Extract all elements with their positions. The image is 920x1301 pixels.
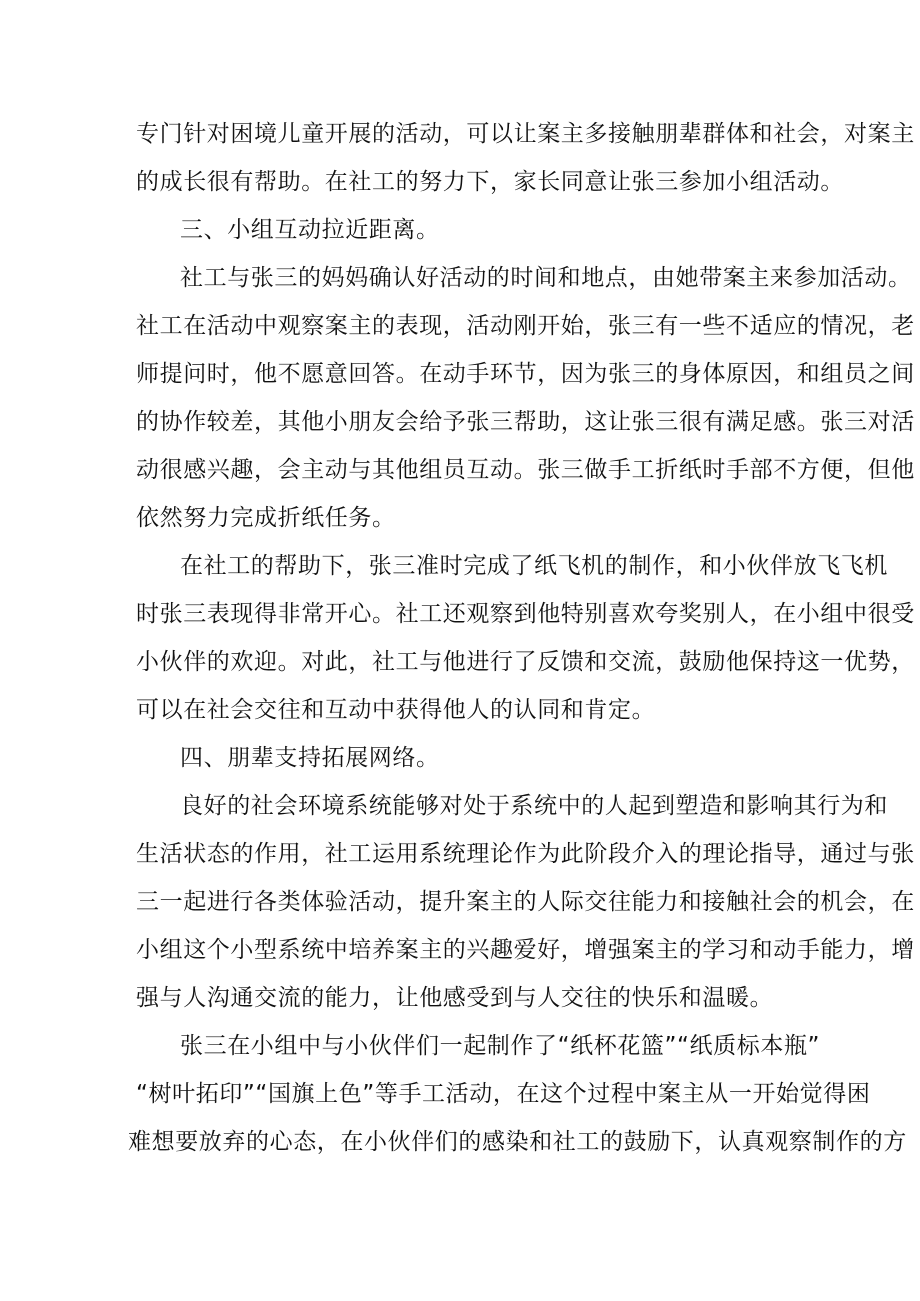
text-line: 小伙伴的欢迎。对此，社工与他进行了反馈和交流，鼓励他保持这一优势， — [136, 649, 915, 675]
text-line: 社工在活动中观察案主的表现，活动刚开始，张三有一些不适应的情况，老 — [136, 313, 915, 339]
text-line: 良好的社会环境系统能够对处于系统中的人起到塑造和影响其行为和 — [180, 793, 888, 819]
text-line: 的协作较差，其他小朋友会给予张三帮助，这让张三很有满足感。张三对活 — [136, 409, 915, 435]
text-line: 生活状态的作用，社工运用系统理论作为此阶段介入的理论指导，通过与张 — [136, 841, 915, 867]
text-line: 的成长很有帮助。在社工的努力下，家长同意让张三参加小组活动。 — [136, 169, 844, 195]
text-line: 难想要放弃的心态，在小伙伴们的感染和社工的鼓励下，认真观察制作的方 — [128, 1129, 907, 1155]
text-line: 师提问时，他不愿意回答。在动手环节，因为张三的身体原因，和组员之间 — [136, 361, 915, 387]
text-line: 张三在小组中与小伙伴们一起制作了“纸杯花篮”“纸质标本瓶” — [180, 1033, 821, 1059]
text-line: 在社工的帮助下，张三准时完成了纸飞机的制作，和小伙伴放飞飞机 — [180, 553, 888, 579]
text-line: 动很感兴趣，会主动与其他组员互动。张三做手工折纸时手部不方便，但他 — [136, 457, 915, 483]
text-line: 社工与张三的妈妈确认好活动的时间和地点，由她带案主来参加活动。 — [180, 265, 912, 291]
section-heading: 四、朋辈支持拓展网络。 — [180, 745, 440, 771]
text-line: 强与人沟通交流的能力，让他感受到与人交往的快乐和温暖。 — [136, 985, 774, 1011]
text-line: 依然努力完成折纸任务。 — [136, 505, 396, 531]
section-heading: 三、小组互动拉近距离。 — [180, 217, 440, 243]
text-line: 三一起进行各类体验活动，提升案主的人际交往能力和接触社会的机会，在 — [136, 889, 915, 915]
text-line: 小组这个小型系统中培养案主的兴趣爱好，增强案主的学习和动手能力，增 — [136, 937, 915, 963]
text-line: 可以在社会交往和互动中获得他人的认同和肯定。 — [136, 697, 656, 723]
text-line: 时张三表现得非常开心。社工还观察到他特别喜欢夸奖别人，在小组中很受 — [136, 601, 915, 627]
text-line: “树叶拓印”“国旗上色”等手工活动，在这个过程中案主从一开始觉得困 — [136, 1081, 871, 1107]
text-line: 专门针对困境儿童开展的活动，可以让案主多接触朋辈群体和社会，对案主 — [136, 121, 915, 147]
